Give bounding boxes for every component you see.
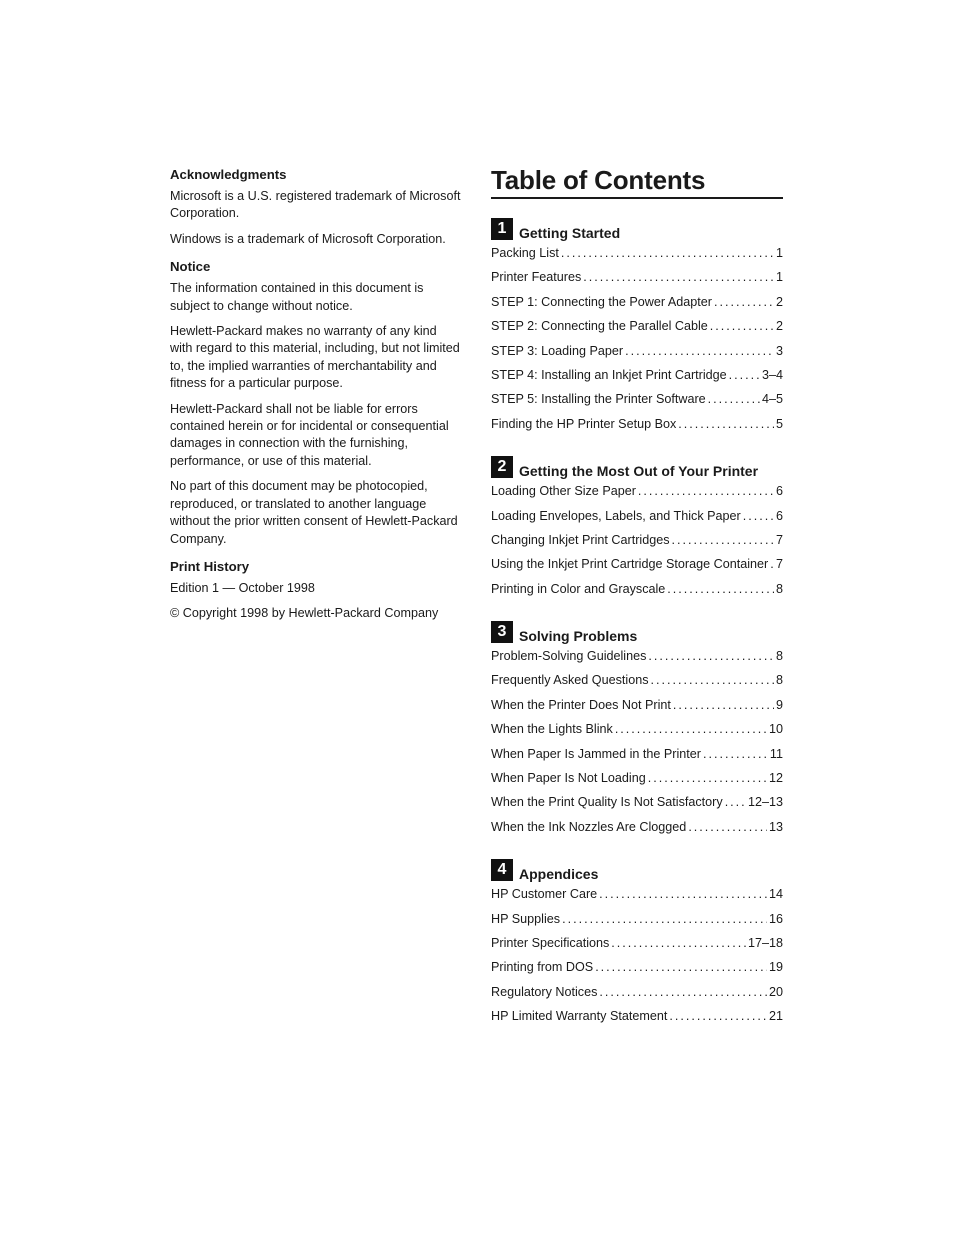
notice-paragraph: Hewlett-Packard makes no warranty of any kind with regard to this material, including, but not limited to, the implied warranties of merchantability and fitness for a particular purpose. — [170, 324, 460, 391]
toc-entry[interactable] — [491, 815, 783, 839]
toc-entry-label: HP Customer Care — [491, 887, 598, 902]
toc-entry-page: 1 — [775, 270, 783, 285]
chapter-entries — [491, 241, 783, 436]
toc-entry-page: 16 — [768, 911, 783, 926]
toc-entry[interactable] — [491, 387, 783, 411]
toc-entry-label: Loading Other Size Paper — [491, 484, 636, 499]
toc-entry[interactable] — [491, 693, 783, 717]
toc-entry-label: Using the Inkjet Print Cartridge Storage Container — [491, 557, 769, 572]
chapter-number-badge: 2 — [491, 456, 513, 478]
chapter-number-badge: 1 — [491, 218, 513, 240]
toc-entry-page: 6 — [775, 508, 783, 523]
toc-entry-label: Loading Envelopes, Labels, and Thick Paper — [491, 508, 741, 523]
toc-entry-page: 3–4 — [761, 367, 783, 382]
toc-entry-page: 4–5 — [761, 392, 783, 407]
toc-entry-page: 12 — [768, 771, 783, 786]
toc-entry-label: Problem-Solving Guidelines — [491, 649, 647, 664]
toc-entry-label: Finding the HP Printer Setup Box — [491, 416, 677, 431]
toc-entry[interactable] — [491, 1004, 783, 1028]
dot-leader — [714, 290, 774, 314]
copyright-line: © Copyright 1998 by Hewlett-Packard Company — [170, 606, 439, 621]
toc-entry-page: 14 — [768, 887, 783, 902]
toc-entry[interactable] — [491, 412, 783, 436]
toc-entry-label: STEP 5: Installing the Printer Software — [491, 392, 706, 407]
print-history-section — [170, 558, 462, 623]
toc-entry-label: When Paper Is Jammed in the Printer — [491, 746, 701, 761]
toc-entry[interactable] — [491, 265, 783, 289]
notice-paragraph: The information contained in this document is subject to change without notice. — [170, 281, 424, 313]
acknowledgments-section — [170, 166, 462, 248]
toc-entry-page: 3 — [775, 343, 783, 358]
toc-entry-label: STEP 2: Connecting the Parallel Cable — [491, 319, 708, 334]
table-of-contents — [491, 164, 783, 1029]
chapter-heading — [491, 454, 783, 478]
dot-leader — [743, 504, 774, 528]
chapter-title: Solving Problems — [519, 628, 638, 645]
toc-entry-label: Printer Features — [491, 270, 582, 285]
toc-entry[interactable] — [491, 552, 783, 576]
dot-leader — [688, 815, 767, 839]
dot-leader — [648, 766, 767, 790]
toc-chapters — [491, 216, 783, 1029]
dot-leader — [729, 363, 760, 387]
dot-leader — [625, 339, 774, 363]
toc-entry[interactable] — [491, 479, 783, 503]
toc-chapter — [491, 619, 783, 839]
toc-entry[interactable] — [491, 717, 783, 741]
chapter-number-badge: 3 — [491, 621, 513, 643]
toc-entry[interactable] — [491, 955, 783, 979]
toc-entry[interactable] — [491, 931, 783, 955]
dot-leader — [669, 1004, 767, 1028]
toc-entry[interactable] — [491, 504, 783, 528]
dot-leader — [638, 479, 774, 503]
dot-leader — [615, 717, 767, 741]
chapter-title: Appendices — [519, 866, 599, 883]
toc-entry-page: 19 — [768, 960, 783, 975]
dot-leader — [667, 577, 774, 601]
dot-leader — [673, 693, 774, 717]
notice-section — [170, 258, 462, 548]
front-matter-column — [170, 166, 462, 631]
toc-entry[interactable] — [491, 882, 783, 906]
toc-entry-page: 2 — [775, 294, 783, 309]
dot-leader — [678, 412, 774, 436]
toc-entry[interactable] — [491, 528, 783, 552]
dot-leader — [710, 314, 774, 338]
toc-entry-label: HP Limited Warranty Statement — [491, 1009, 668, 1024]
toc-entry[interactable] — [491, 980, 783, 1004]
toc-entry[interactable] — [491, 241, 783, 265]
acknowledgments-heading: Acknowledgments — [170, 167, 287, 182]
toc-entry[interactable] — [491, 290, 783, 314]
toc-entry-page: 21 — [768, 1009, 783, 1024]
toc-entry-label: Printing in Color and Grayscale — [491, 581, 666, 596]
chapter-title: Getting Started — [519, 225, 621, 241]
dot-leader — [599, 882, 767, 906]
toc-entry[interactable] — [491, 790, 783, 814]
notice-heading: Notice — [170, 259, 211, 275]
toc-entry-page: 12–13 — [747, 795, 783, 810]
toc-entry[interactable] — [491, 339, 783, 363]
toc-entry[interactable] — [491, 644, 783, 668]
toc-chapter — [491, 216, 783, 436]
notice-paragraph: Hewlett-Packard shall not be liable for errors contained herein or for incidental or consequential damages in connection with the furnishing, performance, or use of this material. — [170, 401, 449, 468]
chapter-number-badge: 4 — [491, 859, 513, 881]
toc-entry-label: Printer Specifications — [491, 935, 610, 950]
dot-leader — [562, 907, 767, 931]
toc-entry-page: 11 — [769, 746, 783, 761]
toc-entry-label: When the Print Quality Is Not Satisfactory — [491, 795, 723, 810]
toc-entry[interactable] — [491, 668, 783, 692]
toc-entry[interactable] — [491, 907, 783, 931]
dot-leader — [651, 668, 774, 692]
dot-leader — [725, 790, 746, 814]
dot-leader — [770, 552, 774, 576]
dot-leader — [599, 980, 767, 1004]
toc-entry-label: STEP 4: Installing an Inkjet Print Cartridge — [491, 367, 727, 382]
toc-chapter — [491, 454, 783, 601]
chapter-entries — [491, 882, 783, 1028]
toc-entry-label: STEP 1: Connecting the Power Adapter — [491, 294, 712, 309]
toc-entry-label: When the Ink Nozzles Are Clogged — [491, 819, 687, 834]
dot-leader — [595, 955, 767, 979]
dot-leader — [672, 528, 774, 552]
chapter-entries — [491, 479, 783, 601]
toc-entry[interactable] — [491, 742, 783, 766]
dot-leader — [561, 241, 774, 265]
chapter-heading — [491, 619, 783, 643]
dot-leader — [611, 931, 746, 955]
toc-entry-page: 9 — [775, 697, 783, 712]
toc-entry-page: 1 — [775, 246, 783, 260]
toc-entry-label: Packing List — [491, 246, 559, 260]
dot-leader — [583, 265, 774, 289]
chapter-entries — [491, 644, 783, 839]
toc-entry-label: Printing from DOS — [491, 960, 594, 975]
toc-entry-page: 7 — [775, 557, 783, 572]
toc-entry-label: Regulatory Notices — [491, 984, 598, 999]
toc-entry-page: 17–18 — [747, 935, 783, 950]
toc-entry-label: When the Printer Does Not Print — [491, 697, 671, 712]
toc-entry[interactable] — [491, 766, 783, 790]
toc-entry-page: 13 — [768, 819, 783, 834]
acknowledgments-paragraph: Windows is a trademark of Microsoft Corporation. — [170, 231, 446, 246]
toc-entry-page: 5 — [775, 416, 783, 431]
dot-leader — [708, 387, 760, 411]
edition-line: Edition 1 — October 1998 — [170, 580, 315, 595]
toc-entry-page: 8 — [775, 581, 783, 596]
chapter-heading — [491, 857, 783, 881]
toc-entry[interactable] — [491, 577, 783, 601]
toc-entry-label: Changing Inkjet Print Cartridges — [491, 532, 670, 547]
chapter-heading — [491, 216, 783, 240]
toc-entry-page: 6 — [775, 484, 783, 499]
toc-entry-label: When the Lights Blink — [491, 722, 613, 737]
toc-entry-label: Frequently Asked Questions — [491, 673, 649, 688]
toc-entry-page: 7 — [775, 532, 783, 547]
toc-title: Table of Contents — [491, 164, 783, 199]
acknowledgments-paragraph: Microsoft is a U.S. registered trademark of Microsoft Corporation. — [170, 189, 461, 221]
toc-entry[interactable] — [491, 314, 783, 338]
toc-entry-label: STEP 3: Loading Paper — [491, 343, 624, 358]
dot-leader — [703, 742, 768, 766]
chapter-title: Getting the Most Out of Your Printer — [519, 463, 759, 480]
toc-entry[interactable] — [491, 363, 783, 387]
toc-chapter — [491, 857, 783, 1028]
toc-entry-page: 10 — [768, 722, 783, 737]
toc-entry-page: 8 — [775, 673, 783, 688]
toc-entry-page: 20 — [768, 984, 783, 999]
notice-paragraph: No part of this document may be photocopied, reproduced, or translated to another language without the prior written consent of Hewlett-Packard Company. — [170, 479, 458, 546]
toc-entry-label: HP Supplies — [491, 911, 561, 926]
toc-entry-page: 8 — [775, 649, 783, 664]
dot-leader — [648, 644, 774, 668]
print-history-heading: Print History — [170, 558, 250, 574]
toc-entry-label: When Paper Is Not Loading — [491, 771, 646, 786]
toc-entry-page: 2 — [775, 319, 783, 334]
